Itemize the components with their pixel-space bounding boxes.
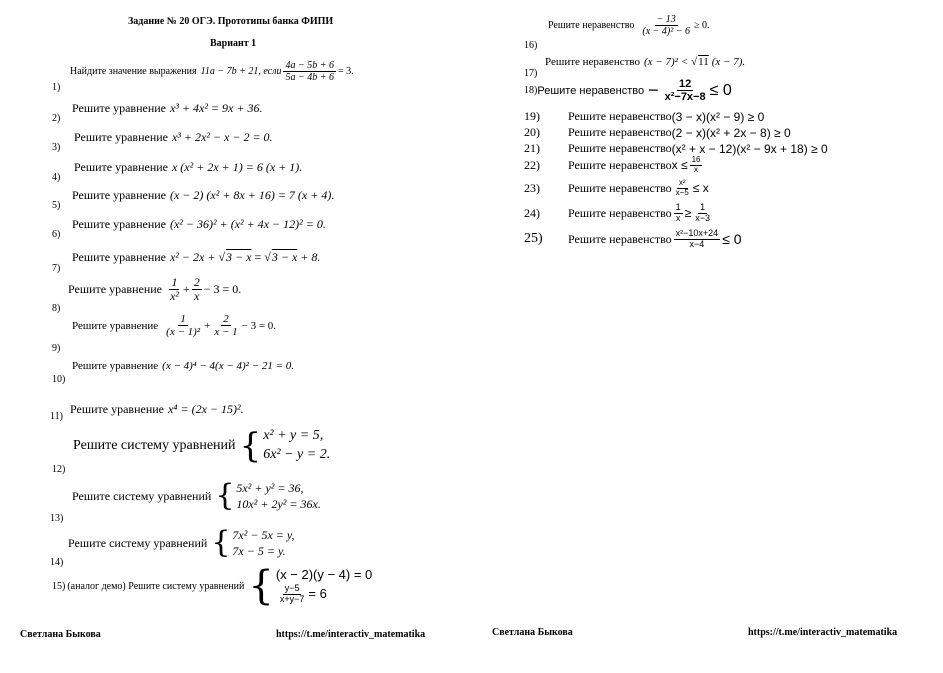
denominator: x	[194, 289, 200, 304]
numerator: − 13	[656, 14, 676, 25]
task-number: 13)	[50, 513, 64, 524]
task-19	[524, 109, 764, 124]
fraction	[212, 313, 239, 338]
task-15	[52, 563, 373, 609]
equation: 6x² − y = 2.	[263, 446, 331, 462]
expression: x⁴ = (2x − 15)².	[167, 402, 244, 416]
footer-link[interactable]: https://t.me/interactiv_matematika	[276, 629, 426, 640]
left-brace: {	[248, 563, 274, 609]
task-12	[73, 427, 330, 465]
task-label: Решите неравенство	[568, 141, 672, 155]
task-number: 11)	[50, 411, 63, 422]
task-label: Решите уравнение	[68, 282, 162, 297]
equation: x² + y = 5,	[263, 428, 324, 443]
expression: + 8.	[300, 250, 321, 264]
expression: (x − 7).	[711, 56, 746, 68]
numerator: 1	[675, 202, 681, 212]
task-3	[74, 130, 273, 145]
task-label: Решите неравенство	[568, 180, 672, 195]
left-brace: {	[211, 525, 231, 561]
task-label: Решите уравнение	[72, 188, 166, 202]
task-16	[548, 14, 709, 37]
denominator: x−3	[695, 212, 711, 223]
expression: x ≤	[671, 158, 688, 173]
left-brace: {	[215, 478, 235, 514]
task-label: Решите систему уравнений	[68, 535, 208, 550]
radicand: 11	[698, 56, 709, 68]
task-label: Решите уравнение	[72, 319, 159, 332]
task-7	[72, 250, 320, 265]
denominator: x+y−7	[279, 593, 305, 604]
expression: ≤ 0	[709, 81, 732, 99]
fraction	[663, 78, 708, 103]
task-label: Решите уравнение	[70, 402, 164, 416]
fraction	[168, 276, 181, 303]
task-label: Решите уравнение	[72, 217, 166, 231]
task-label: Решите уравнение	[74, 130, 168, 144]
expression: ≥ 0.	[693, 20, 710, 31]
numerator: x²−10x+24	[675, 228, 719, 238]
expression: ≤ x	[692, 181, 709, 196]
fraction	[164, 313, 202, 338]
task-label: Решите неравенство	[545, 56, 641, 68]
task-9	[72, 313, 276, 338]
page-title: Задание № 20 ОГЭ. Прототипы банка ФИПИ	[128, 16, 334, 27]
task-number: 8)	[52, 303, 61, 314]
task-6	[72, 217, 326, 232]
variant-label: Вариант 1	[210, 38, 257, 49]
equation: 10x² + 2y² = 36x.	[236, 497, 321, 512]
numerator: 1	[700, 202, 706, 212]
task-number: 1)	[52, 82, 61, 93]
task-1	[70, 60, 354, 83]
task-label: (аналог демо) Решите систему уравнений	[67, 580, 245, 592]
task-8	[68, 276, 241, 303]
numerator: 4a − 5b + 6	[285, 60, 334, 71]
task-number: 18)	[524, 85, 538, 97]
task-number: 16)	[524, 40, 538, 51]
task-number: 3)	[52, 142, 61, 153]
task-label: Решите систему уравнений	[73, 437, 236, 453]
expression: (3 − x)(x² − 9) ≥ 0	[671, 109, 765, 124]
sqrt: √ 3 − x	[218, 250, 252, 264]
denominator: x−5	[675, 187, 689, 197]
task-label: Решите неравенство	[548, 20, 635, 31]
task-label: Решите уравнение	[72, 360, 159, 372]
task-number: 17)	[524, 68, 538, 79]
task-number: 6)	[52, 229, 61, 240]
denominator: x	[675, 212, 681, 223]
task-label: Решите уравнение	[72, 101, 166, 115]
fraction	[278, 584, 307, 605]
numerator: x²	[678, 178, 686, 187]
task-18	[524, 78, 732, 103]
task-label: Решите неравенство	[568, 125, 672, 139]
task-label: Решите неравенство	[568, 231, 672, 246]
operator: −	[648, 80, 659, 101]
task-number: 22)	[524, 157, 540, 172]
denominator: x	[694, 164, 699, 174]
expression: (x − 7)² <	[644, 56, 689, 68]
numerator: 12	[678, 78, 692, 90]
task-label: Решите неравенство	[568, 109, 672, 123]
task-number: 24)	[524, 205, 540, 220]
equation: 7x² − 5x = y,	[232, 528, 295, 542]
task-label: Решите уравнение	[72, 250, 166, 264]
task-number: 9)	[52, 343, 61, 354]
task-10	[72, 360, 294, 372]
equation: 7x − 5 = y.	[232, 544, 286, 559]
fraction	[640, 14, 692, 37]
fraction	[674, 179, 691, 198]
radicand: 3 − x	[226, 250, 252, 264]
operator: ≥	[684, 206, 692, 221]
task-number: 4)	[52, 172, 61, 183]
task-number: 20)	[524, 125, 540, 139]
expression: (x² + x − 12)(x² − 9x + 18) ≥ 0	[671, 141, 828, 156]
fraction	[693, 203, 712, 224]
footer-author: Светлана Быкова	[20, 629, 101, 640]
task-number: 15)	[52, 580, 66, 592]
fraction	[283, 60, 336, 83]
task-2	[72, 101, 262, 116]
expression: (x − 2) (x² + 8x + 16) = 7 (x + 4).	[169, 188, 335, 202]
task-label: Найдите значение выражения	[70, 66, 197, 77]
expression: (2 − x)(x² + 2x − 8) ≥ 0	[671, 125, 791, 140]
denominator: (x − 4)² − 6	[642, 26, 690, 37]
expression: (x² − 36)² + (x² + 4x − 12)² = 0.	[169, 217, 326, 231]
operator: +	[182, 282, 190, 297]
expression: = 6	[308, 585, 327, 601]
equation: (x − 2)(y − 4) = 0	[275, 567, 373, 583]
fraction	[674, 229, 721, 250]
fraction	[674, 203, 683, 224]
expression: − 3 = 0.	[241, 319, 277, 332]
task-number: 14)	[50, 557, 64, 568]
expression: = 3.	[337, 66, 354, 77]
task-number: 21)	[524, 141, 540, 155]
fraction	[192, 276, 202, 303]
numerator: y−5	[284, 583, 300, 594]
task-14	[68, 527, 295, 559]
sqrt: √ 11	[691, 56, 709, 68]
task-4	[74, 160, 302, 175]
equation-system	[236, 480, 320, 512]
equation	[276, 584, 372, 605]
expression: x (x² + 2x + 1) = 6 (x + 1).	[171, 160, 303, 174]
expression: x² − 2x +	[169, 250, 216, 264]
sqrt: √ 3 − x	[264, 250, 298, 264]
task-label: Решите уравнение	[74, 160, 168, 174]
expression: − 3 = 0.	[203, 282, 242, 297]
task-17	[545, 56, 745, 68]
task-13	[72, 480, 321, 512]
task-11	[70, 402, 244, 417]
numerator: 16	[691, 155, 701, 164]
task-25	[524, 229, 742, 250]
task-22	[524, 156, 704, 175]
numerator: 2	[223, 313, 229, 325]
equation-system	[263, 427, 330, 465]
equation-system	[276, 567, 372, 605]
task-20	[524, 125, 791, 140]
operator: +	[204, 319, 211, 332]
equation: 5x² + y² = 36,	[236, 481, 304, 495]
left-brace: {	[239, 425, 262, 466]
numerator: 2	[193, 275, 200, 289]
radicand: 3 − x	[271, 250, 298, 264]
task-number: 7)	[52, 263, 61, 274]
equation-system	[232, 527, 294, 559]
expression: 11a − 7b + 21, если	[200, 66, 282, 77]
denominator: x − 1	[214, 326, 238, 339]
task-number: 5)	[52, 200, 61, 211]
denominator: x−4	[689, 238, 705, 249]
expression: (x − 4)⁴ − 4(x − 4)² − 21 = 0.	[162, 360, 295, 372]
expression: =	[254, 250, 262, 264]
denominator: (x − 1)²	[166, 326, 201, 339]
expression: ≤ 0	[722, 231, 742, 248]
fraction	[690, 156, 703, 175]
footer-link[interactable]: https://t.me/interactiv_matematika	[748, 627, 898, 638]
task-label: Решите неравенство	[537, 84, 645, 97]
task-23	[524, 179, 709, 198]
expression: x³ + 2x² − x − 2 = 0.	[171, 130, 273, 144]
task-label: Решите неравенство	[568, 157, 672, 172]
task-number: 19)	[524, 109, 540, 123]
task-number: 2)	[52, 113, 61, 124]
task-number: 23)	[524, 180, 540, 195]
task-number: 25)	[524, 231, 543, 247]
numerator: 1	[171, 275, 178, 289]
task-5	[72, 188, 334, 203]
task-24	[524, 203, 714, 224]
denominator: x²	[169, 289, 179, 304]
task-label: Решите неравенство	[568, 205, 672, 220]
task-number: 12)	[52, 464, 66, 475]
footer-author: Светлана Быкова	[492, 627, 573, 638]
task-number: 10)	[52, 374, 66, 385]
numerator: 1	[180, 313, 186, 325]
task-label: Решите систему уравнений	[72, 488, 212, 503]
denominator: x²−7x−8	[664, 91, 706, 104]
task-21	[524, 141, 828, 156]
expression: x³ + 4x² = 9x + 36.	[169, 101, 263, 115]
denominator: 5a − 4b + 6	[285, 72, 334, 83]
